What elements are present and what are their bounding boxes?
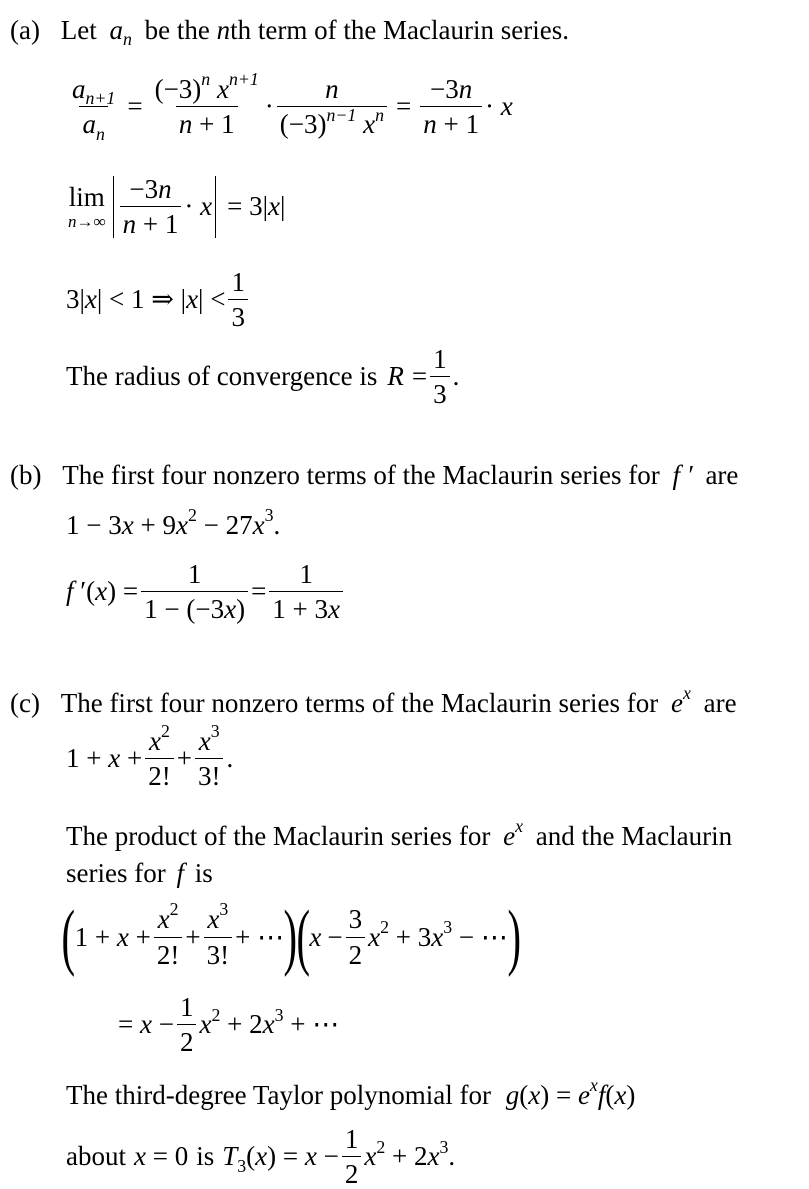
part-a-label: (a): [10, 15, 40, 45]
fprime-series: $1 - 3x + 9x^2 - 27x^3$.: [66, 505, 281, 540]
part-a-intro: (a) Let $a_n$ be the nth term of the Maclaurin series.: [10, 15, 569, 50]
radius-statement: The radius of convergence is R = $\frac{1}{3}$ .: [66, 344, 460, 410]
product-expression: ( 1 + x + $\frac{x^2}{2!}$ + $\frac{x^3}{3!}$ + ⋯ ) ( x − $\frac{3}{2}$ $x^2 + 3x^3$ − ⋯ ): [61, 896, 521, 978]
part-c-intro: (c) The first four nonzero terms of the Maclaurin series for $e^x$ are: [10, 683, 737, 718]
part-b-label: (b): [10, 460, 42, 490]
taylor-text-line2: about x = 0 is $T_3(x) = x$ − $\frac{1}{2}$ $x^2 + 2x^3$.: [66, 1124, 456, 1189]
limit-equation: lim n→∞ $\frac{-3n}{n + 1}$ · x = 3|x|: [68, 174, 286, 240]
fprime-closed-form: f ′(x) = $\frac{1}{1 - (-3x)}$ = $\frac{1}{1 + 3x}$: [66, 560, 346, 624]
exp-series: 1 + x + $\frac{x^2}{2!}$ + $\frac{x^3}{3!}$ .: [66, 721, 234, 792]
product-text-line1: The product of the Maclaurin series for $e^x$ and the Maclaurin: [66, 816, 733, 851]
taylor-text-line1: The third-degree Taylor polynomial for $g(x) = e^xf(x)$: [66, 1075, 636, 1110]
inequality: 3|x| < 1 ⇒ |x| < $\frac{1}{3}$: [66, 268, 251, 332]
ratio-equation: $\frac{a_{n+1}}{a_n}$ = $\frac{(-3)^n x^{n+1}}{n + 1}$ · $\frac{n}{(-3)^{n-1} x^n}$ = $\frac{-3n}{n + 1}$ · x: [72, 69, 513, 144]
part-c-label: (c): [10, 688, 40, 718]
product-result: = x − $\frac{1}{2}$ $x^2 + 2x^3$ + ⋯: [118, 992, 340, 1058]
part-b-intro: (b) The first four nonzero terms of the Maclaurin series for f ′ are: [10, 460, 739, 490]
product-text-line2: series for f is: [66, 858, 213, 888]
